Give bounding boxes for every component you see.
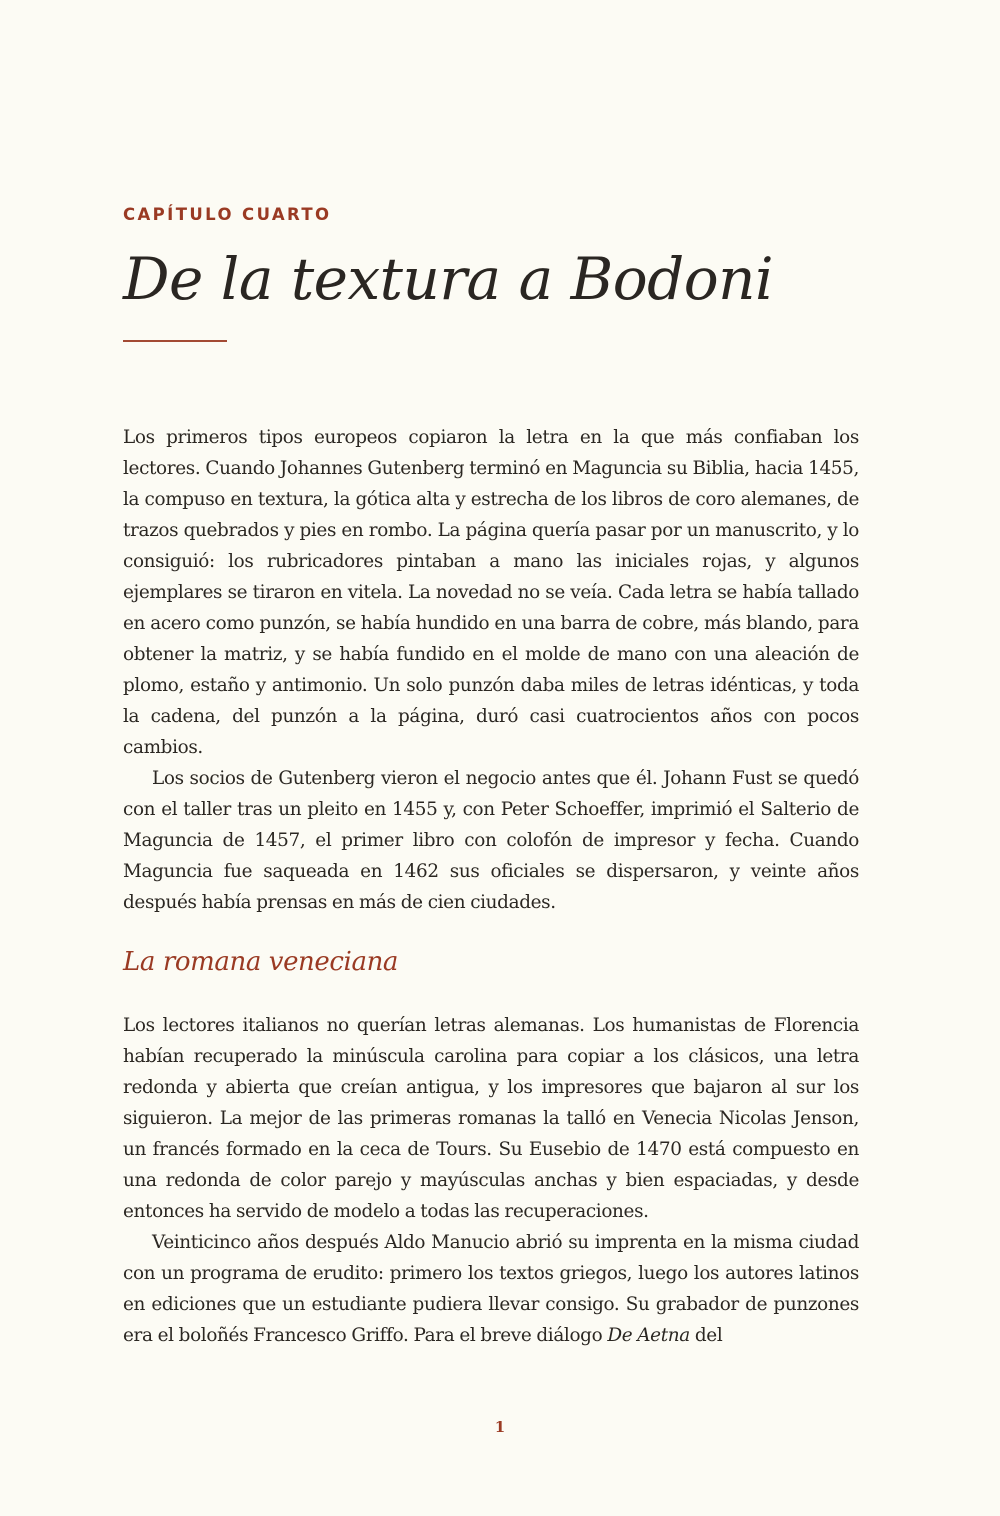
paragraph: Los socios de Gutenberg vieron el negocio antes que él. Johann Fust se quedó con el taller tras un pleito en 1455 y, con Peter Schoeffer, imprimió el Salterio de Maguncia de 1457, el primer libro con colofón de impresor y fecha. Cuando Maguncia fue saqueada en 1462 sus oficiales se dispersaron, y veinte años después había prensas en más de cien ciudades. xyxy=(123,768,859,913)
paragraph xyxy=(123,1227,859,1351)
paragraph-text: Veinticinco años después Aldo Manucio abrió su imprenta en la misma ciudad con un programa de erudito: primero los textos griegos, luego los autores latinos en ediciones que un estudiante pudiera llevar consigo. Su grabador de punzones era el boloñés Francesco Griffo. Para el breve diálogo xyxy=(123,1232,859,1346)
paragraph: Los primeros tipos europeos copiaron la letra en la que más confiaban los lectores. Cuando Johannes Gutenberg terminó en Maguncia su Biblia, hacia 1455, la compuso en textura, la gótica alta y estrecha de los libros de coro alemanes, de trazos quebrados y pies en rombo. La página quería pasar por un manuscrito, y lo consiguió: los rubricadores pintaban a mano las iniciales rojas, y algunos ejemplares se tiraron en vitela. La novedad no se veía. Cada letra se había tallado en acero como punzón, se había hundido en una barra de cobre, más blando, para obtener la matriz, y se había fundido en el molde de mano con una aleación de plomo, estaño y antimonio. Un solo punzón daba miles de letras idénticas, y toda la cadena, del punzón a la página, duró casi cuatrocientos años con pocos cambios. xyxy=(123,427,859,758)
page-number: 1 xyxy=(494,1418,506,1436)
paragraph-text: del xyxy=(689,1325,723,1346)
title-divider xyxy=(123,340,227,342)
chapter-label: CAPÍTULO CUARTO xyxy=(123,205,332,224)
section-heading: La romana veneciana xyxy=(123,947,399,977)
section-1-body xyxy=(123,422,859,918)
section-2-body xyxy=(123,1010,859,1351)
paragraph: Los lectores italianos no querían letras alemanas. Los humanistas de Florencia habían recuperado la minúscula carolina para copiar a los clásicos, una letra redonda y abierta que creían antigua, y los impresores que bajaron al sur los siguieron. La mejor de las primeras romanas la talló en Venecia Nicolas Jenson, un francés formado en la ceca de Tours. Su Eusebio de 1470 está compuesto en una redonda de color parejo y mayúsculas anchas y bien espaciadas, y desde entonces ha servido de modelo a todas las recuperaciones. xyxy=(123,1015,859,1222)
chapter-title: De la textura a Bodoni xyxy=(123,245,774,313)
book-title-emphasis: De Aetna xyxy=(607,1325,690,1346)
